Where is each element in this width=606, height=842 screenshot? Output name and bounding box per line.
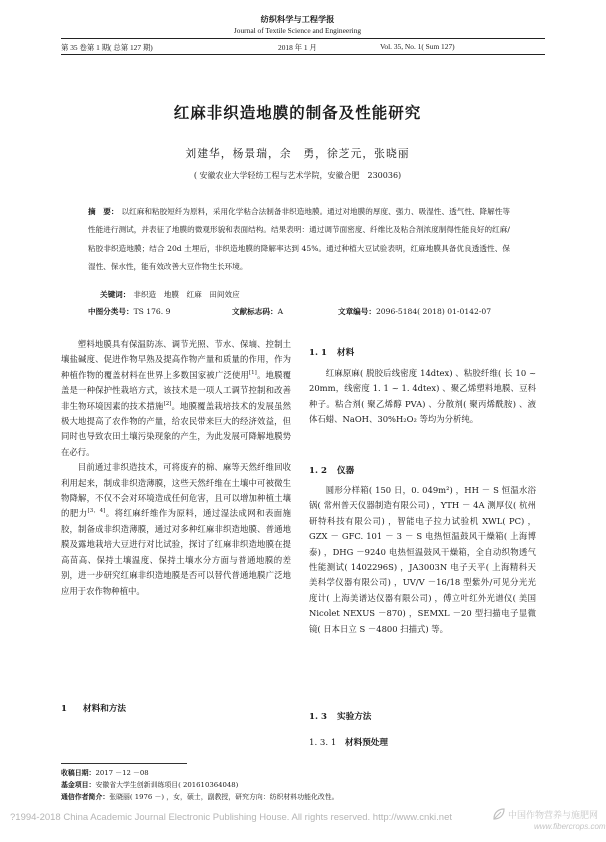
keywords-label: 关键词： (100, 290, 131, 299)
issue-info: 第 35 卷第 1 期( 总第 127 期) (61, 43, 153, 52)
keywords-text: 非织造 地膜 红麻 田间效应 (133, 290, 240, 299)
author-bio: 通信作者简介：张晓丽( 1976 －) ，女，硕士，副教授，研究方向：纺织材料功能化改性。 (61, 793, 339, 801)
affiliation: ( 安徽农业大学轻纺工程与艺术学院，安徽合肥 230036) (193, 171, 402, 180)
section-heading-1-1: 1. 1 材料 (309, 348, 355, 358)
article-number: 文章编号：2096-5184( 2018) 01-0142-07 (338, 307, 492, 316)
instruments-paragraph: 圆形分样箱( 150 日，0. 049m²) ，HH － S 恒温水浴锅( 常州普天仪器制造有限公司) ，YTH － 4A 测厚仪( 杭州研特科技有限公司) ，智能电子拉力试验机 XWL( PC) ，GZX － GFC. 101 － 3 － S 电热恒温鼓风干燥箱( 上海博泰) ，DHG －9240 电热恒温鼓风干燥箱，全自动织物透气性能测试( 1402296S) ，JA3003N 电子天平( 上海精科天美科学仪器有限公司) ，UV/V －16/18 型紫外/可见分光光度计( 上海美谱达仪器有限公司) ，傅立叶红外光谱仪( 美国 Nicolet NEXUS －870) ，SEMXL －20 型扫描电子显微镜( 日本日立 S －4800 扫描式) 等。 (309, 485, 536, 634)
funding-note: 基金项目：安徽省大学生创新训练项目( 201610364048) (61, 781, 239, 789)
header-divider (61, 38, 545, 39)
abstract-text: 以红麻和粘胶短纤为原料，采用化学粘合法制备非织造地膜。通过对地膜的厚度、强力、吸湿性、透气性、降解性等性能进行测试，并表征了地膜的微观形貌和表面结构。结果表明：通过调节面密度、纤维比及粘合剂浓度制得性能良好的红麻/粘胶非织造地膜；结合 20d 土埋后，非织造地膜的降解率达到 45%。通过种植大豆试验表明，红麻地膜具备优良透透性、保湿性、保水性，能有效改善大豆作物生长环境。 (88, 207, 511, 272)
watermark-url: www.fibercrops.com (534, 822, 606, 831)
abstract (88, 203, 510, 277)
leaf-icon (492, 807, 506, 821)
author-list: 刘建华，杨景瑞，余 勇，徐芝元，张晓丽 (185, 147, 410, 160)
intro-paragraph-1: 塑料地膜具有保温防冻、调节光照、节水、保墒、控制土壤盐碱度、促进作物早熟及提高作物产量和质量的作用，作为种植作物的覆盖材料在世界上多数国家被广泛使用[1]。地膜覆盖是一种保护性栽培方式，该技术是一项人工调节控制和改善非生物环境因素的技术措施[2]。地膜覆盖栽培技术的发展虽然极大地提高了农作物的产量，给农民带来巨大的经济效益，但同时也导致农田土壤污染现象的产生，为此发展可降解地膜势在必行。 (61, 339, 292, 457)
copyright-footer: ?1994-2018 China Academic Journal Electronic Publishing House. All rights reserved. http://www.cnki.net (10, 812, 452, 823)
issue-info-en: Vol. 35, No. 1( Sum 127) (380, 42, 455, 51)
received-date: 收稿日期：2017 －12 －08 (61, 769, 149, 777)
issue-date: 2018 年 1 月 (278, 43, 317, 52)
abstract-label: 摘 要： (88, 207, 119, 216)
intro-paragraph-2: 目前通过非织造技术，可将废弃的棉、麻等天然纤维回收利用起来，制成非织造薄膜，这些天然纤维在土壤中可被微生物降解，不仅不会对环境造成任何危害，且可以增加种植土壤的肥力[3，4]。将红麻纤维作为原料，通过湿法成网和表面施胶，制备成非织造薄膜，通过对多种红麻非织造地膜、普通地膜及露地栽培大豆进行对比试验，探讨了红麻非织造地膜在提高苗高、保持土壤温度、保持土壤水分方面与普通地膜的差别，进一步研究红麻非织造地膜是否可以替代普通地膜广泛地应用于农作物种植中。 (61, 462, 292, 596)
journal-name-cn: 纺织科学与工程学报 (260, 14, 335, 24)
section-heading-1-3: 1. 3 实验方法 (309, 712, 372, 722)
paper-title: 红麻非织造地膜的制备及性能研究 (173, 103, 422, 122)
intro-column (61, 337, 291, 599)
keywords (100, 289, 520, 300)
citation: [2] (163, 400, 172, 407)
header-divider-thick (61, 54, 545, 55)
document-code: 文献标志码：A (232, 307, 284, 316)
watermark-text: 中国作物营养与施肥网 (508, 811, 599, 821)
section-heading-1-2: 1. 2 仪器 (309, 466, 355, 476)
section-heading-1-3-1: 1. 3. 1 材料预处理 (309, 738, 388, 748)
section-heading-1: 1 材料和方法 (61, 704, 126, 714)
clc-number: 中图分类号：TS 176. 9 (88, 307, 171, 316)
citation: [1] (249, 370, 257, 377)
journal-name-en: Journal of Textile Science and Engineering (233, 26, 362, 35)
citation: [3，4] (87, 508, 106, 515)
footnote-divider (61, 763, 187, 764)
materials-paragraph: 红麻原麻( 脱胶后线密度 14dtex) 、粘胶纤维( 长 10 ~ 20mm，线密度 1. 1 ~ 1. 4dtex) 、聚乙烯塑料地膜、豆科种子。粘合剂( 聚乙烯醇 PVA) 、分散剂( 聚丙烯酰胺) 、液体石蜡、NaOH、30%H₂O₂ 等均为分析纯。 (309, 368, 536, 425)
